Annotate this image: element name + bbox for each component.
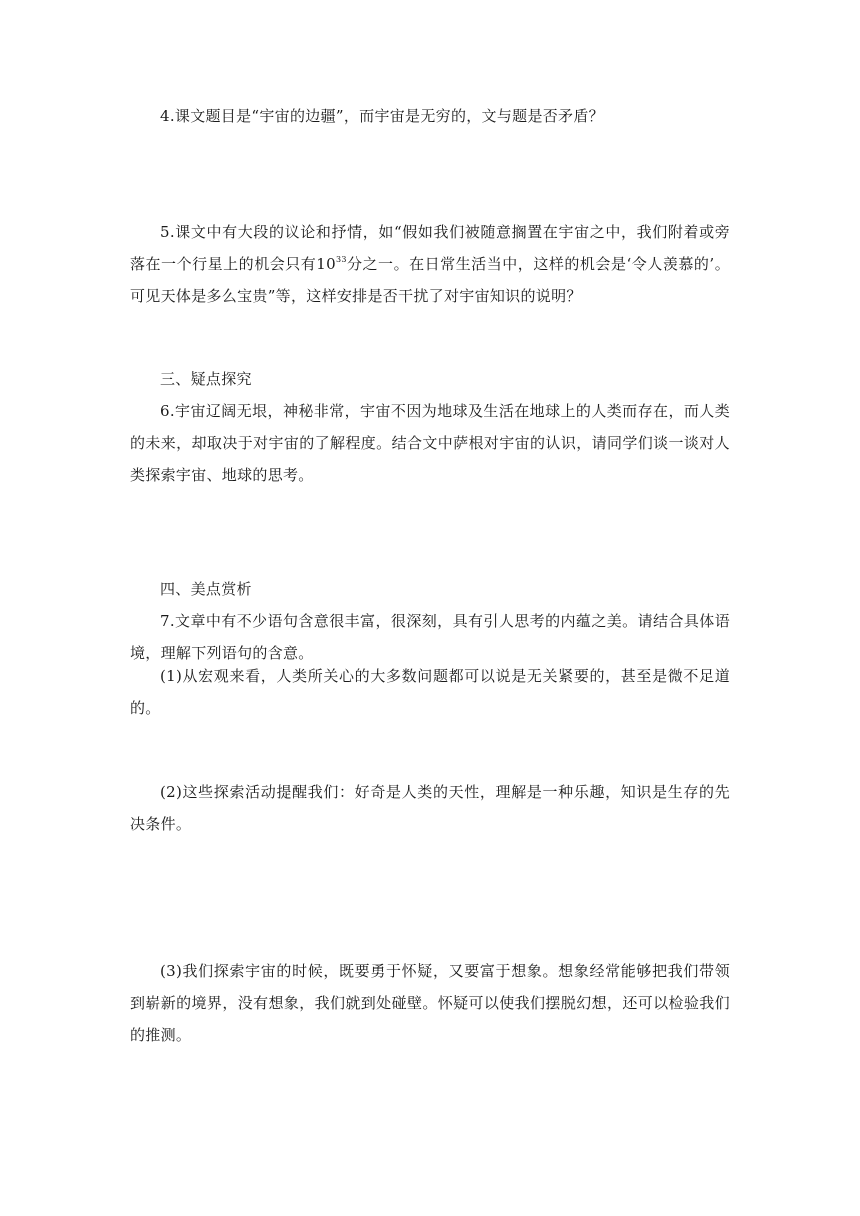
answer-space-4: [130, 140, 730, 210]
question-5-exponent: 33: [336, 255, 347, 264]
question-7-item-2: [130, 776, 730, 840]
section-3-heading: 三、疑点探究: [160, 370, 252, 388]
question-6: [130, 395, 730, 491]
question-7-text: 7.文章中有不少语句含意很丰富，很深刻，具有引人思考的内蕴之美。请结合具体语境，理解下列语句的含意。: [130, 612, 730, 662]
question-7-item-3: [130, 955, 730, 1051]
answer-space-5: [130, 320, 730, 360]
section-4-heading: 四、美点赏析: [160, 580, 252, 598]
answer-space-7-3: [130, 1060, 730, 1180]
question-5-text-after: 分之一。在日常生活当中，这样的机会是‘令人羡慕的’。可见天体是多么宝贵”等，这样安排是否干扰了对宇宙知识的说明？: [130, 255, 730, 305]
question-4: [130, 100, 730, 132]
question-5-text-before: 5.课文中有大段的议论和抒情，如“假如我们被随意搁置在宇宙之中，我们附着或旁落在一个行星上的机会只有10: [130, 223, 730, 273]
answer-space-7-2: [130, 850, 730, 950]
question-7-item-2-text: (2)这些探索活动提醒我们：好奇是人类的天性，理解是一种乐趣，知识是生存的先决条件。: [130, 783, 730, 833]
question-4-text: 4.课文题目是“宇宙的边疆”，而宇宙是无穷的，文与题是否矛盾？: [160, 107, 604, 125]
answer-space-6: [130, 490, 730, 570]
question-5: [130, 216, 730, 312]
question-7-item-3-text: (3)我们探索宇宙的时候，既要勇于怀疑，又要富于想象。想象经常能够把我们带领到崭新的境界，没有想象，我们就到处碰壁。怀疑可以使我们摆脱幻想，还可以检验我们的推测。: [130, 962, 730, 1044]
answer-space-7-1: [130, 700, 730, 770]
question-6-text: 6.宇宙辽阔无垠，神秘非常，宇宙不因为地球及生活在地球上的人类而存在，而人类的未来，却取决于对宇宙的了解程度。结合文中萨根对宇宙的认识，请同学们谈一谈对人类探索宇宙、地球的思考。: [130, 402, 730, 484]
question-7-item-1-text: (1)从宏观来看，人类所关心的大多数问题都可以说是无关紧要的，甚至是微不足道的。: [130, 667, 730, 717]
